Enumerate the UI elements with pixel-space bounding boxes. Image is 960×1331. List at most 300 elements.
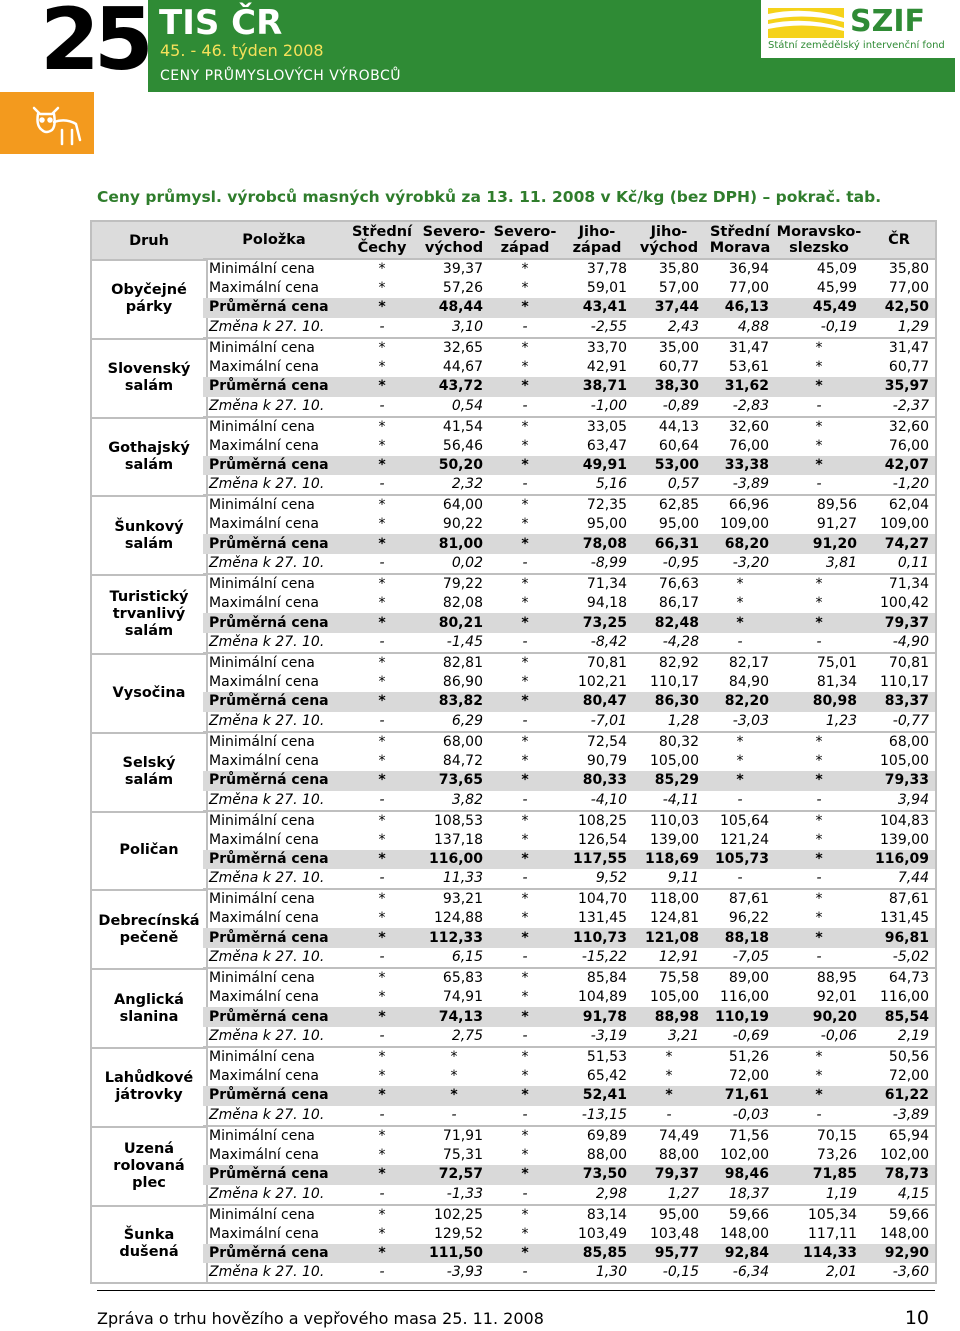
value-cell: * — [521, 831, 529, 848]
header-region: Severo- západ — [489, 222, 561, 259]
value-cell: 104,83 — [863, 811, 935, 831]
value-cell: * — [775, 377, 863, 397]
row-label: Maximální cena — [209, 1146, 319, 1163]
value-cell: -3,19 — [590, 1027, 627, 1044]
value-cell: 43,41 — [561, 298, 633, 318]
druh-label: salám — [124, 623, 174, 640]
value-cell: * — [489, 692, 561, 712]
value-cell: * — [775, 928, 863, 948]
szif-flag-icon — [768, 8, 844, 38]
value-cell: - — [379, 791, 385, 808]
value-cell: 87,61 — [863, 889, 935, 909]
value-cell: 95,77 — [633, 1244, 705, 1264]
value-cell: * — [345, 968, 419, 988]
value-cell: 39,37 — [419, 259, 489, 279]
table-row — [203, 594, 935, 613]
value-cell: 2,32 — [451, 476, 483, 493]
value-cell: 11,33 — [442, 870, 483, 887]
value-cell: - — [379, 712, 385, 729]
value-cell: 88,00 — [658, 1146, 699, 1163]
value-cell: * — [489, 1205, 561, 1225]
value-cell: - — [522, 397, 528, 414]
value-cell: 73,65 — [419, 771, 489, 791]
value-cell: 0,54 — [451, 397, 483, 414]
table-row — [203, 1067, 935, 1086]
value-cell: * — [489, 811, 561, 831]
row-label: Maximální cena — [209, 1067, 319, 1084]
value-cell: * — [815, 910, 823, 927]
value-cell: 66,96 — [705, 495, 775, 515]
value-cell: * — [378, 1225, 386, 1242]
value-cell: * — [345, 259, 419, 279]
value-cell: 2,98 — [595, 1185, 627, 1202]
value-cell: * — [775, 1086, 863, 1106]
druh-label: Vysočina — [112, 684, 186, 701]
value-cell: * — [378, 752, 386, 769]
row-label: Průměrná cena — [203, 850, 345, 870]
value-cell: - — [379, 397, 385, 414]
value-cell: * — [775, 456, 863, 476]
value-cell: 82,08 — [442, 595, 483, 612]
value-cell: - — [379, 949, 385, 966]
table-row — [203, 1086, 935, 1106]
value-cell: 2,43 — [667, 318, 699, 335]
value-cell: * — [489, 928, 561, 948]
value-cell: 88,98 — [633, 1007, 705, 1027]
page-number: 10 — [904, 1307, 929, 1329]
table-row — [203, 928, 935, 948]
druh-cell — [92, 259, 206, 338]
table-row — [203, 456, 935, 476]
table-row — [203, 633, 935, 653]
value-cell: - — [522, 1106, 528, 1123]
row-label: Průměrná cena — [203, 1086, 345, 1106]
value-cell: * — [345, 811, 419, 831]
row-label: Změna k 27. 10. — [209, 870, 325, 887]
value-cell: 110,19 — [705, 1007, 775, 1027]
druh-label: Poličan — [119, 842, 179, 859]
value-cell: 70,81 — [863, 653, 935, 673]
value-cell: 74,91 — [442, 989, 483, 1006]
value-cell: 116,00 — [419, 850, 489, 870]
value-cell: * — [378, 1146, 386, 1163]
value-cell: - — [379, 1027, 385, 1044]
value-cell: 71,91 — [419, 1126, 489, 1146]
value-cell: * — [345, 889, 419, 909]
value-cell: * — [345, 534, 419, 554]
row-label: Průměrná cena — [203, 534, 345, 554]
value-cell: -15,22 — [581, 949, 627, 966]
value-cell: 68,00 — [419, 732, 489, 752]
value-cell: 3,21 — [667, 1027, 699, 1044]
value-cell: * — [521, 516, 529, 533]
value-cell: * — [345, 417, 419, 437]
druh-cell — [92, 338, 206, 417]
value-cell: 84,90 — [728, 673, 769, 690]
value-cell: 124,88 — [434, 910, 483, 927]
druh-label: salám — [124, 456, 174, 473]
value-cell: - — [379, 870, 385, 887]
druh-cell — [92, 889, 206, 968]
value-cell: -0,95 — [662, 555, 699, 572]
value-cell: 74,27 — [863, 534, 935, 554]
druh-label: Turistický — [109, 589, 189, 606]
value-cell: 62,85 — [633, 495, 705, 515]
value-cell: 94,18 — [586, 595, 627, 612]
value-cell: 87,61 — [705, 889, 775, 909]
row-label: Změna k 27. 10. — [209, 712, 325, 729]
value-cell: 102,00 — [880, 1146, 929, 1163]
value-cell: * — [489, 968, 561, 988]
row-label: Minimální cena — [203, 574, 345, 594]
row-label: Maximální cena — [209, 831, 319, 848]
value-cell: 85,85 — [561, 1244, 633, 1264]
value-cell: -7,05 — [732, 949, 769, 966]
value-cell: * — [345, 495, 419, 515]
row-label: Minimální cena — [203, 1126, 345, 1146]
value-cell: -0,77 — [892, 712, 929, 729]
header-subtitle: CENY PRŮMYSLOVÝCH VÝROBCŮ — [160, 68, 401, 84]
value-cell: * — [489, 456, 561, 476]
value-cell: 80,32 — [633, 732, 705, 752]
table-row — [203, 850, 935, 870]
value-cell: * — [775, 889, 863, 909]
value-cell: -3,60 — [892, 1264, 929, 1281]
row-label: Průměrná cena — [203, 1007, 345, 1027]
value-cell: 75,31 — [442, 1146, 483, 1163]
table-row — [203, 1244, 935, 1264]
value-cell: -4,90 — [892, 633, 929, 650]
value-cell: 90,79 — [586, 752, 627, 769]
value-cell: * — [521, 437, 529, 454]
value-cell: 90,20 — [775, 1007, 863, 1027]
value-cell: 80,33 — [561, 771, 633, 791]
row-label: Změna k 27. 10. — [209, 949, 325, 966]
value-cell: 116,09 — [863, 850, 935, 870]
value-cell: 63,47 — [586, 437, 627, 454]
value-cell: 6,15 — [451, 949, 483, 966]
value-cell: 110,17 — [650, 673, 699, 690]
value-cell: 60,77 — [658, 358, 699, 375]
druh-label: Obyčejné — [111, 282, 187, 299]
value-cell: 111,50 — [419, 1244, 489, 1264]
druh-label: párky — [125, 299, 173, 316]
value-cell: 78,73 — [863, 1165, 935, 1185]
value-cell: 3,81 — [825, 555, 857, 572]
druh-label: Šunkový — [114, 518, 184, 535]
value-cell: 82,17 — [705, 653, 775, 673]
value-cell: 105,73 — [705, 850, 775, 870]
value-cell: * — [521, 1067, 529, 1084]
table-row — [203, 811, 935, 831]
value-cell: - — [379, 318, 385, 335]
value-cell: -2,55 — [590, 318, 627, 335]
header-region: Střední Čechy — [345, 222, 419, 259]
value-cell: 95,00 — [633, 1205, 705, 1225]
row-label: Maximální cena — [209, 437, 319, 454]
value-cell: 79,33 — [863, 771, 935, 791]
value-cell: 60,77 — [888, 358, 929, 375]
value-cell: 112,33 — [419, 928, 489, 948]
table-row — [203, 613, 935, 633]
value-cell: 0,11 — [897, 555, 929, 572]
value-cell: 2,01 — [825, 1264, 857, 1281]
value-cell: * — [521, 595, 529, 612]
value-cell: * — [489, 417, 561, 437]
header-week: 45. - 46. týden 2008 — [160, 41, 324, 60]
value-cell: -4,11 — [662, 791, 699, 808]
value-cell: * — [489, 1007, 561, 1027]
value-cell: * — [489, 534, 561, 554]
value-cell: * — [665, 1067, 673, 1084]
table-row — [203, 554, 935, 574]
value-cell: 79,37 — [863, 613, 935, 633]
header-region: Moravsko- slezsko — [775, 222, 863, 259]
value-cell: -6,34 — [732, 1264, 769, 1281]
value-cell: 91,27 — [816, 516, 857, 533]
table-row — [203, 653, 935, 673]
druh-cell — [92, 968, 206, 1047]
value-cell: 32,60 — [863, 417, 935, 437]
value-cell: 139,00 — [650, 831, 699, 848]
value-cell: -3,03 — [732, 712, 769, 729]
value-cell: 7,44 — [897, 870, 929, 887]
druh-cell — [92, 732, 206, 811]
value-cell: -3,89 — [732, 476, 769, 493]
value-cell: - — [522, 1264, 528, 1281]
value-cell: * — [489, 259, 561, 279]
value-cell: -0,06 — [820, 1027, 857, 1044]
druh-label: Selský — [122, 755, 176, 772]
value-cell: 85,29 — [633, 771, 705, 791]
value-cell: - — [816, 633, 822, 650]
value-cell: 42,50 — [863, 298, 935, 318]
table-body — [203, 259, 935, 1282]
value-cell: * — [345, 1165, 419, 1185]
value-cell: 72,54 — [561, 732, 633, 752]
value-cell: 131,45 — [880, 910, 929, 927]
value-cell: * — [775, 850, 863, 870]
value-cell: 51,53 — [561, 1047, 633, 1067]
value-cell: 6,29 — [451, 712, 483, 729]
value-cell: 88,00 — [586, 1146, 627, 1163]
value-cell: * — [378, 673, 386, 690]
value-cell: * — [521, 358, 529, 375]
value-cell: 82,48 — [633, 613, 705, 633]
value-cell: * — [705, 613, 775, 633]
row-label: Minimální cena — [203, 1047, 345, 1067]
value-cell: 33,38 — [705, 456, 775, 476]
value-cell: * — [489, 1086, 561, 1106]
table-row — [203, 889, 935, 909]
value-cell: 57,26 — [442, 280, 483, 296]
table-row — [203, 358, 935, 377]
value-cell: 4,15 — [897, 1185, 929, 1202]
druh-cell — [92, 811, 206, 890]
value-cell: * — [345, 653, 419, 673]
value-cell: * — [815, 595, 823, 612]
value-cell: 78,08 — [561, 534, 633, 554]
value-cell: 35,80 — [633, 259, 705, 279]
value-cell: 50,56 — [863, 1047, 935, 1067]
value-cell: 72,57 — [419, 1165, 489, 1185]
value-cell: 79,22 — [419, 574, 489, 594]
szif-logo-subtitle: Státní zemědělský intervenční fond — [768, 40, 945, 51]
value-cell: - — [522, 1027, 528, 1044]
value-cell: -1,33 — [446, 1185, 483, 1202]
value-cell: 18,37 — [728, 1185, 769, 1202]
druh-label: rolovaná — [113, 1157, 185, 1174]
table-row — [203, 1225, 935, 1244]
row-label: Změna k 27. 10. — [209, 633, 325, 650]
value-cell: -8,42 — [590, 633, 627, 650]
value-cell: * — [489, 889, 561, 909]
value-cell: * — [775, 613, 863, 633]
row-label: Minimální cena — [203, 811, 345, 831]
value-cell: 88,95 — [775, 968, 863, 988]
value-cell: 148,00 — [720, 1225, 769, 1242]
value-cell: * — [633, 1086, 705, 1106]
value-cell: 80,98 — [775, 692, 863, 712]
value-cell: 129,52 — [434, 1225, 483, 1242]
value-cell: * — [345, 1126, 419, 1146]
value-cell: 86,17 — [658, 595, 699, 612]
value-cell: 3,94 — [897, 791, 929, 808]
druh-cell — [92, 417, 206, 496]
value-cell: * — [489, 298, 561, 318]
value-cell: 2,75 — [451, 1027, 483, 1044]
value-cell: -4,10 — [590, 791, 627, 808]
value-cell: 71,34 — [863, 574, 935, 594]
value-cell: - — [816, 476, 822, 493]
value-cell: 32,65 — [419, 338, 489, 358]
value-cell: -1,20 — [892, 476, 929, 493]
value-cell: 100,42 — [880, 595, 929, 612]
price-table — [203, 220, 937, 1284]
header-region: Jiho- východ — [633, 222, 705, 259]
value-cell: * — [521, 752, 529, 769]
value-cell: 86,30 — [633, 692, 705, 712]
value-cell: 65,94 — [863, 1126, 935, 1146]
row-label: Změna k 27. 10. — [209, 397, 325, 414]
row-label: Maximální cena — [209, 280, 319, 296]
value-cell: 5,16 — [595, 476, 627, 493]
druh-label: Slovenský — [107, 361, 191, 378]
row-label: Změna k 27. 10. — [209, 791, 325, 808]
row-label: Průměrná cena — [203, 298, 345, 318]
value-cell: * — [345, 850, 419, 870]
table-row — [203, 948, 935, 968]
row-label: Minimální cena — [203, 1205, 345, 1225]
value-cell: 72,00 — [888, 1067, 929, 1084]
druh-label: trvanlivý — [112, 606, 186, 623]
value-cell: 110,17 — [880, 673, 929, 690]
value-cell: * — [378, 516, 386, 533]
header-region: ČR — [863, 222, 935, 259]
value-cell: 116,00 — [720, 989, 769, 1006]
row-label: Průměrná cena — [203, 1165, 345, 1185]
value-cell: -3,93 — [446, 1264, 483, 1281]
druh-label: salám — [124, 772, 174, 789]
druh-label: slanina — [119, 1008, 179, 1025]
row-label: Minimální cena — [203, 338, 345, 358]
value-cell: 124,81 — [650, 910, 699, 927]
row-label: Maximální cena — [209, 989, 319, 1006]
row-label: Minimální cena — [203, 889, 345, 909]
value-cell: 126,54 — [578, 831, 627, 848]
table-row — [203, 515, 935, 534]
table-row — [203, 318, 935, 338]
header — [0, 0, 960, 92]
value-cell: 1,29 — [897, 318, 929, 335]
druh-label: Debrecínská — [98, 912, 200, 929]
value-cell: 71,85 — [775, 1165, 863, 1185]
value-cell: 71,61 — [705, 1086, 775, 1106]
value-cell: * — [815, 1067, 823, 1084]
value-cell: 72,35 — [561, 495, 633, 515]
value-cell: 35,00 — [633, 338, 705, 358]
value-cell: 148,00 — [880, 1225, 929, 1242]
header-region: Severo- východ — [419, 222, 489, 259]
value-cell: 37,44 — [633, 298, 705, 318]
value-cell: 86,90 — [442, 673, 483, 690]
value-cell: * — [378, 358, 386, 375]
value-cell: 95,00 — [586, 516, 627, 533]
druh-cell — [92, 574, 206, 653]
table-row — [203, 397, 935, 417]
value-cell: * — [345, 771, 419, 791]
value-cell: 96,22 — [728, 910, 769, 927]
druh-label: plec — [132, 1174, 166, 1191]
category-column — [90, 220, 208, 1284]
row-label: Minimální cena — [203, 968, 345, 988]
value-cell: - — [522, 318, 528, 335]
value-cell: * — [775, 417, 863, 437]
value-cell: 35,97 — [863, 377, 935, 397]
table-row — [203, 988, 935, 1007]
value-cell: - — [379, 1264, 385, 1281]
table-row — [203, 338, 935, 358]
value-cell: - — [816, 397, 822, 414]
value-cell: 74,49 — [633, 1126, 705, 1146]
value-cell: 105,00 — [880, 752, 929, 769]
table-row — [203, 259, 935, 279]
table-row — [203, 791, 935, 811]
value-cell: - — [522, 476, 528, 493]
value-cell: 81,34 — [816, 673, 857, 690]
value-cell: 66,31 — [633, 534, 705, 554]
value-cell: * — [419, 1047, 489, 1067]
value-cell: 48,44 — [419, 298, 489, 318]
druh-label: Šunka — [123, 1227, 175, 1244]
value-cell: 93,21 — [419, 889, 489, 909]
table-row — [203, 1126, 935, 1146]
value-cell: 118,00 — [633, 889, 705, 909]
table-row — [203, 417, 935, 437]
table-row — [203, 1205, 935, 1225]
value-cell: 108,25 — [561, 811, 633, 831]
druh-cell — [92, 1126, 206, 1205]
value-cell: 90,22 — [442, 516, 483, 533]
value-cell: 75,58 — [633, 968, 705, 988]
value-cell: * — [705, 574, 775, 594]
table-row — [203, 1027, 935, 1047]
value-cell: 44,13 — [633, 417, 705, 437]
table-row — [203, 909, 935, 928]
value-cell: - — [737, 791, 743, 808]
value-cell: -3,89 — [892, 1106, 929, 1123]
value-cell: * — [521, 280, 529, 296]
